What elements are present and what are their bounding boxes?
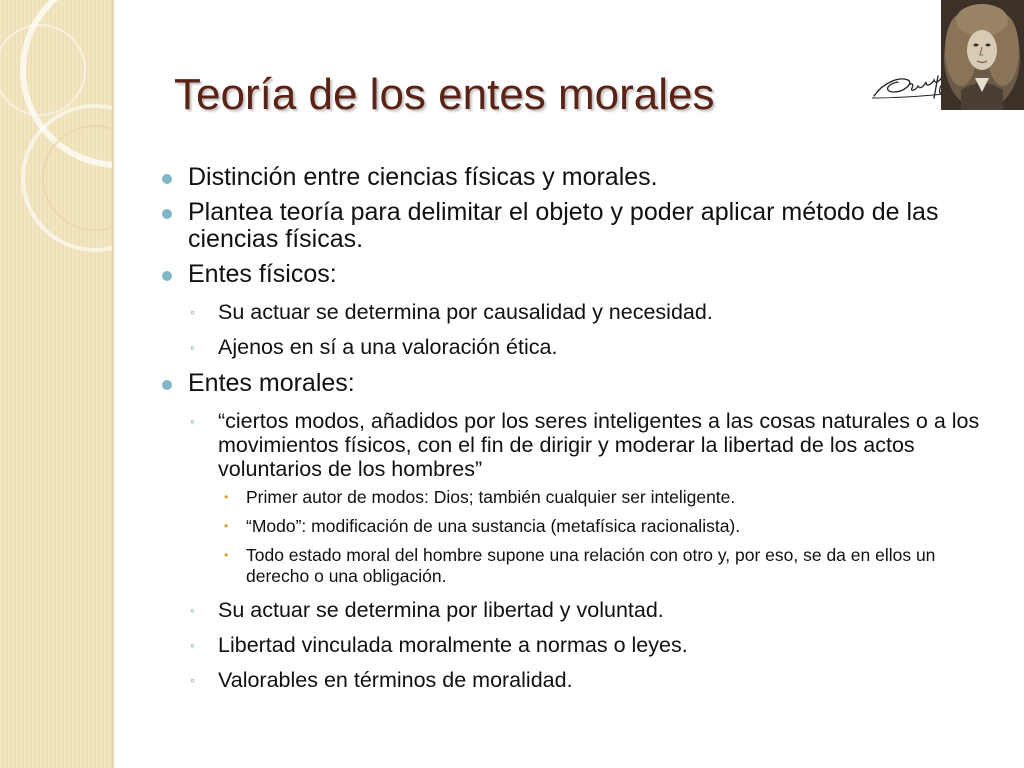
bullet-list (160, 164, 1000, 703)
sub-list-item-text: Ajenos en sí a una valoración ética. (218, 335, 558, 359)
sub-list-item (188, 335, 1000, 359)
decorative-circles (0, 0, 112, 768)
bullet-ring-icon: ◦ (190, 602, 195, 618)
list-item (160, 261, 1000, 359)
sub-sub-list-item-text: “Modo”: modificación de una sustancia (metafísica racionalista). (246, 516, 741, 536)
portrait-image (941, 0, 1024, 110)
strip-edge (112, 0, 115, 768)
sub-list-item-text: Su actuar se determina por libertad y voluntad. (218, 598, 664, 622)
sub-list-item (188, 633, 1000, 657)
bullet-small-dot-icon: • (224, 490, 229, 504)
list-item-text: Entes físicos: (188, 260, 337, 288)
list-item (160, 370, 1000, 692)
sub-list-item-text: “ciertos modos, añadidos por los seres inteligentes a las cosas naturales o a los movimientos físicos, con el fin de dirigir y moderar la libertad de los actos voluntarios de los hombres” (218, 409, 980, 481)
list-item (160, 164, 1000, 191)
bullet-dot-icon (162, 209, 172, 219)
list-item-text: Distinción entre ciencias físicas y morales. (188, 163, 658, 191)
list-item-text: Plantea teoría para delimitar el objeto y poder aplicar método de las ciencias físicas. (188, 198, 939, 253)
bullet-dot-icon (162, 271, 172, 281)
sub-list-item-text: Su actuar se determina por causalidad y necesidad. (218, 300, 713, 324)
slide-title: Teoría de los entes morales (174, 70, 715, 119)
bullet-ring-icon: ◦ (190, 304, 195, 320)
sub-list-item (188, 598, 1000, 622)
sub-list-item-text: Libertad vinculada moralmente a normas o leyes. (218, 633, 688, 657)
sub-list-item (188, 300, 1000, 324)
list-item-text: Entes morales: (188, 369, 355, 397)
sub-list-item-text: Valorables en términos de moralidad. (218, 668, 573, 692)
bullet-ring-icon: ◦ (190, 672, 195, 688)
sub-list-item (188, 668, 1000, 692)
sub-sub-list-item (218, 487, 1000, 508)
decorative-side-strip (0, 0, 112, 768)
bullet-small-dot-icon: • (224, 519, 229, 533)
bullet-dot-icon (162, 174, 172, 184)
bullet-small-dot-icon: • (224, 548, 229, 562)
sub-sub-list-item (218, 545, 1000, 587)
bullet-ring-icon: ◦ (190, 413, 195, 429)
bullet-ring-icon: ◦ (190, 339, 195, 355)
sub-sub-list-item (218, 516, 1000, 537)
sub-sub-list-item-text: Todo estado moral del hombre supone una relación con otro y, por eso, se da en ellos un derecho o una obligación. (246, 545, 936, 586)
list-item (160, 199, 1000, 253)
bullet-ring-icon: ◦ (190, 637, 195, 653)
sub-list-item (188, 409, 1000, 587)
sub-sub-list-item-text: Primer autor de modos: Dios; también cualquier ser inteligente. (246, 487, 736, 507)
bullet-dot-icon (162, 380, 172, 390)
